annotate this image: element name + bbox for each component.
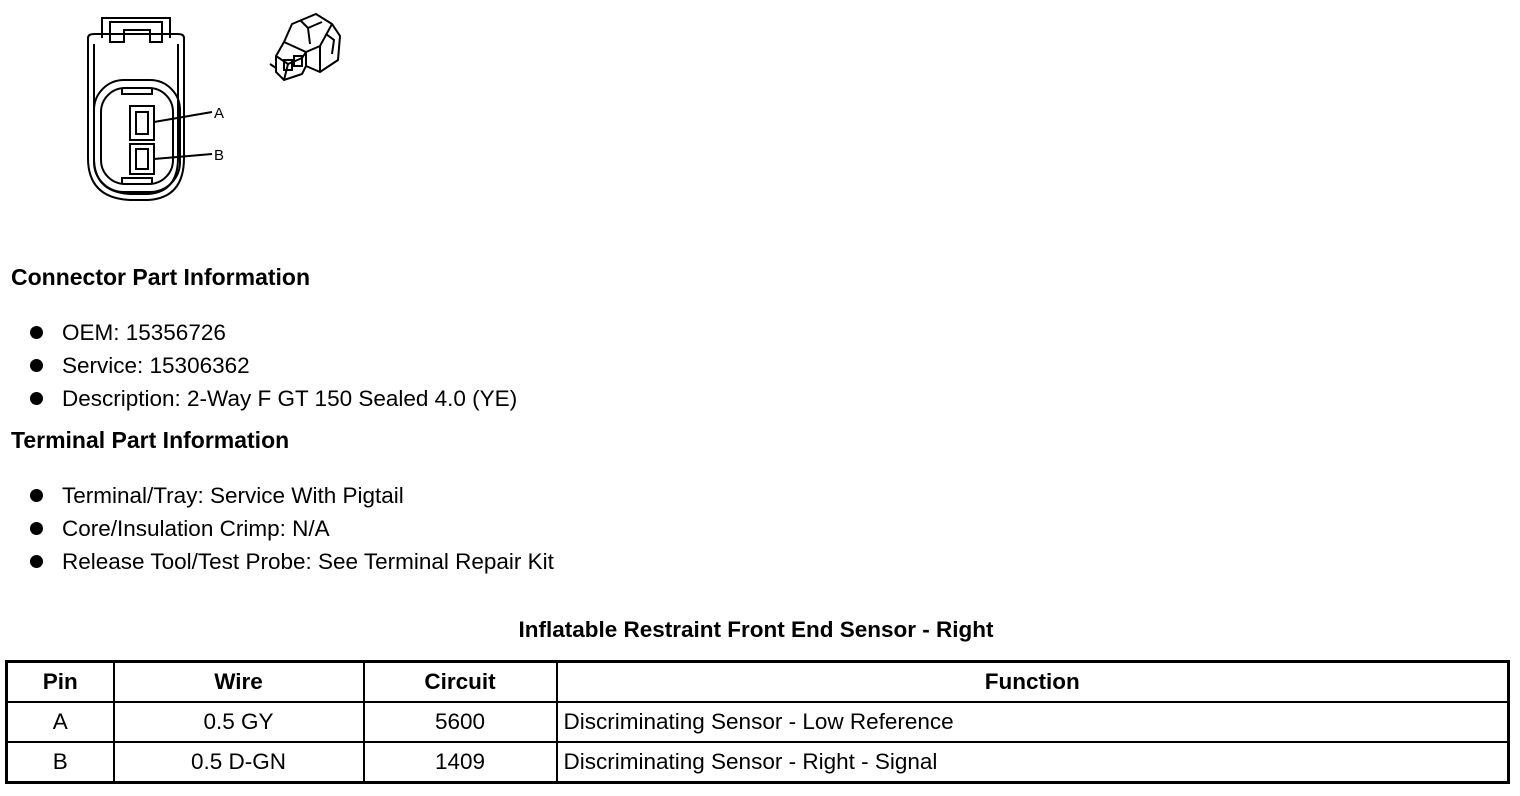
list-item: [30, 349, 517, 382]
pin-a-label: A: [214, 105, 225, 122]
column-header-pin: Pin: [7, 662, 114, 703]
bullet-icon: [30, 392, 43, 405]
table-row: [7, 742, 1509, 783]
connector-iso-view: [270, 14, 340, 80]
release-tool-test-probe: Release Tool/Test Probe: See Terminal Repair Kit: [62, 549, 554, 574]
column-header-circuit: Circuit: [364, 662, 557, 703]
connector-part-info-heading: Connector Part Information: [11, 264, 311, 290]
pin-cell: B: [7, 742, 114, 783]
table-header-row: [7, 662, 1509, 703]
pin-table: [5, 660, 1510, 784]
pin-cell: A: [7, 702, 114, 742]
terminal-cavity-a-inner: [136, 112, 148, 134]
connector-description: Description: 2-Way F GT 150 Sealed 4.0 (YE): [62, 386, 518, 411]
bullet-icon: [30, 326, 43, 339]
bullet-icon: [30, 359, 43, 372]
list-item: [30, 479, 554, 512]
connector-part-info-list: [30, 316, 517, 415]
pin-table-caption: Inflatable Restraint Front End Sensor - Right: [518, 617, 994, 642]
connector-diagram: [70, 8, 370, 218]
wire-cell: 0.5 D-GN: [114, 742, 364, 783]
bullet-icon: [30, 489, 43, 502]
terminal-tray: Terminal/Tray: Service With Pigtail: [62, 483, 404, 508]
connector-drawing: [70, 8, 370, 218]
terminal-cavity-b-inner: [136, 149, 148, 169]
pin-b-label: B: [214, 147, 225, 164]
core-insulation-crimp: Core/Insulation Crimp: N/A: [62, 516, 330, 541]
wire-cell: 0.5 GY: [114, 702, 364, 742]
oem-part-number: OEM: 15356726: [62, 320, 226, 345]
list-item: [30, 512, 554, 545]
list-item: [30, 316, 517, 349]
function-cell: Discriminating Sensor - Low Reference: [557, 702, 1509, 742]
bullet-icon: [30, 555, 43, 568]
circuit-cell: 5600: [364, 702, 557, 742]
bullet-icon: [30, 522, 43, 535]
connector-latch-inner: [110, 22, 162, 42]
table-row: [7, 702, 1509, 742]
column-header-function: Function: [557, 662, 1509, 703]
terminal-part-info-list: [30, 479, 554, 578]
list-item: [30, 545, 554, 578]
circuit-cell: 1409: [364, 742, 557, 783]
column-header-wire: Wire: [114, 662, 364, 703]
function-cell: Discriminating Sensor - Right - Signal: [557, 742, 1509, 783]
list-item: [30, 382, 517, 415]
service-part-number: Service: 15306362: [62, 353, 250, 378]
terminal-part-info-heading: Terminal Part Information: [11, 427, 290, 453]
